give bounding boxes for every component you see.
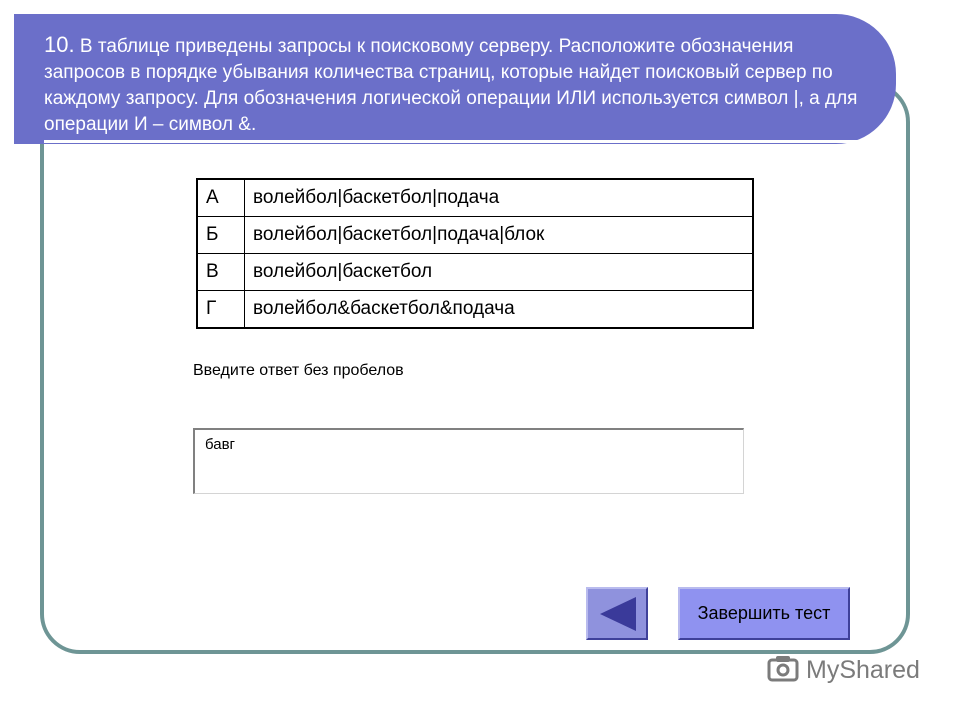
query-letter: В (197, 254, 245, 291)
watermark (766, 654, 920, 686)
question-text: В таблице приведены запросы к поисковому серверу. Расположите обозначения запросов в порядке убывания количества страниц, которые найдет поисковый сервер по каждому запросу. Для обозначения логической операции ИЛИ используется символ |, а для операции И – символ &. (44, 36, 858, 135)
query-letter: Б (197, 217, 245, 254)
query-text: волейбол|баскетбол|подача|блок (245, 217, 754, 254)
finish-test-button[interactable]: Завершить тест (678, 587, 850, 640)
table-row (197, 179, 753, 217)
question-banner (14, 14, 896, 144)
queries-table (196, 178, 754, 329)
myshared-logo-icon (766, 654, 800, 686)
query-text: волейбол&баскетбол&подача (245, 291, 754, 329)
back-button[interactable] (586, 587, 648, 640)
content-frame (40, 82, 910, 654)
question-number: 10. (44, 32, 75, 57)
query-letter: А (197, 179, 245, 217)
answer-label: Введите ответ без пробелов (193, 362, 404, 379)
question-text-block (44, 32, 874, 138)
answer-input[interactable]: бавг (193, 428, 744, 494)
table-row (197, 217, 753, 254)
query-text: волейбол|баскетбол|подача (245, 179, 754, 217)
banner-underline (44, 140, 862, 143)
query-text: волейбол|баскетбол (245, 254, 754, 291)
table-row (197, 254, 753, 291)
back-triangle-icon (598, 595, 638, 633)
watermark-text: MyShared (806, 655, 920, 684)
query-letter: Г (197, 291, 245, 329)
table-row (197, 291, 753, 329)
